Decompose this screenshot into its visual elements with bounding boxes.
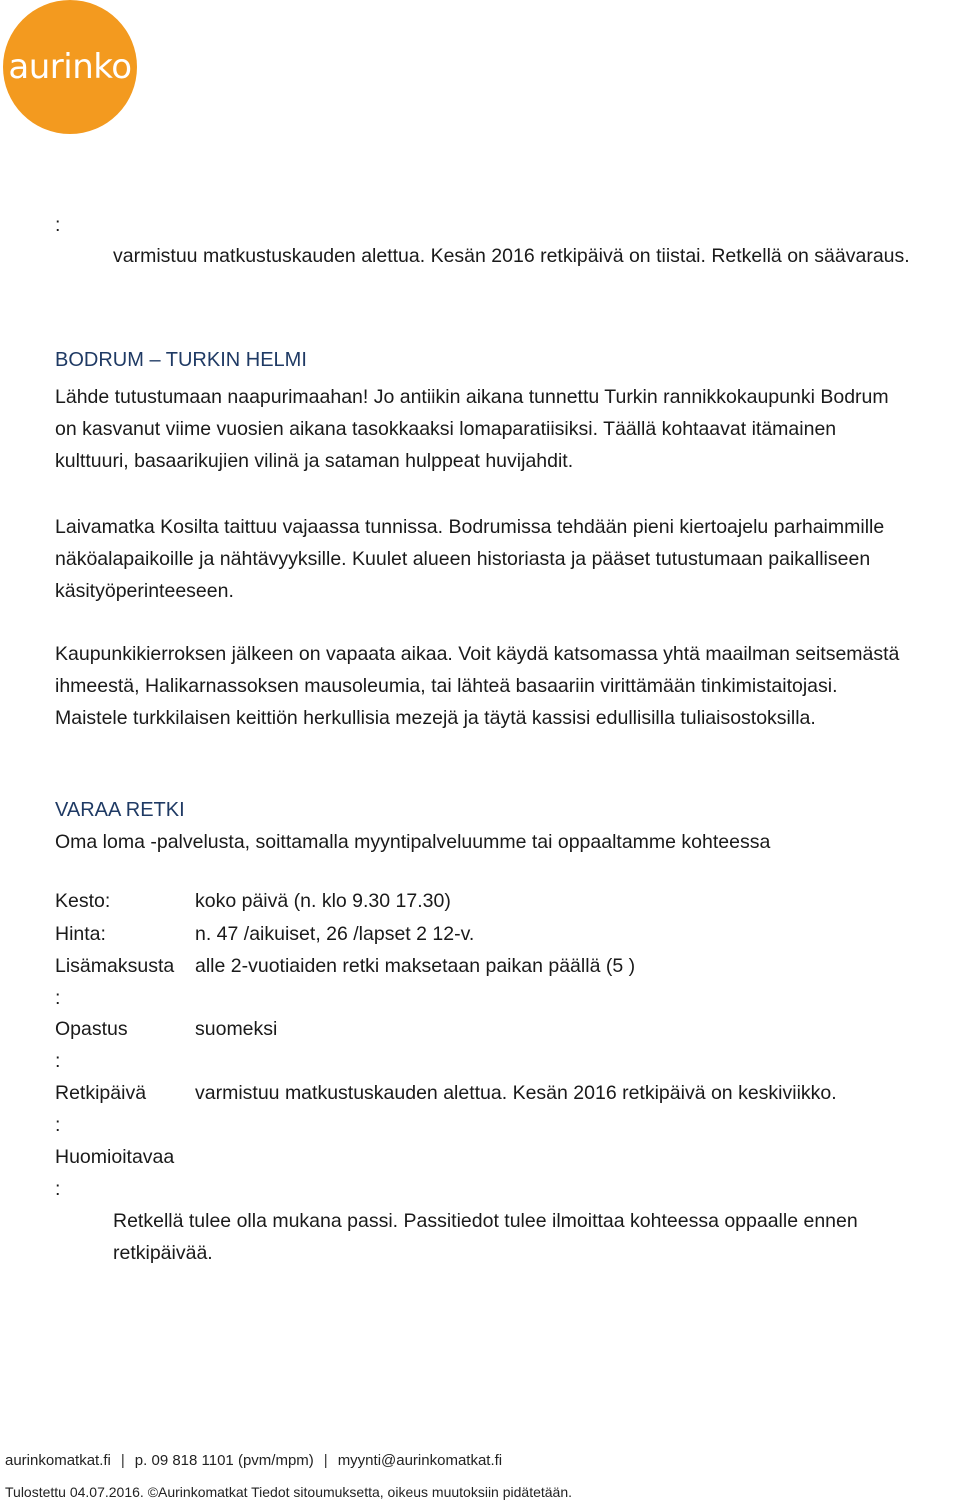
duration-value: koko päivä (n. klo 9.30 17.30): [195, 890, 451, 912]
notes-value: Retkellä tulee olla mukana passi. Passitiedot tulee ilmoittaa kohteessa oppaalle ennen retkipäivää.: [113, 1210, 858, 1264]
paragraph-free-time: Kaupunkikierroksen jälkeen on vapaata aikaa. Voit käydä katsomassa yhtä maailman seitsemästä ihmeestä, Halikarnassoksen mausoleumia, tai lähteä basaariin virittämään tinkimistaitojasi. Maistele turkkilaisen keittiön herkullisia mezejä ja täytä kassisi edullisilla tuliaisostoksilla.: [55, 643, 900, 729]
footer-separator: |: [120, 1452, 125, 1469]
tour-day-colon: :: [55, 1114, 61, 1136]
price-value: n. 47 /aikuiset, 26 /lapset 2 12-v.: [195, 923, 475, 945]
footer-website-link[interactable]: aurinkomatkat.fi: [5, 1452, 111, 1469]
tour-day-value: varmistuu matkustuskauden alettua. Kesän 2016 retkipäivä on keskiviikko.: [195, 1082, 837, 1104]
footer-contact: [5, 1451, 502, 1471]
footer-separator: |: [323, 1452, 328, 1469]
paragraph-boat-trip: Laivamatka Kosilta taittuu vajaassa tunnissa. Bodrumissa tehdään pieni kiertoajelu parhaimmille näköalapaikoille ja nähtävyyksille. Kuulet alueen historiasta ja pääset tutustumaan paikalliseen käsityöperinteeseen.: [55, 516, 885, 602]
guidance-value: suomeksi: [195, 1018, 278, 1040]
notes-colon: :: [55, 1178, 61, 1200]
top-colon: :: [55, 214, 61, 236]
price-label: Hinta:: [55, 923, 106, 945]
booking-heading: VARAA RETKI: [55, 799, 185, 821]
tour-day-label: Retkipäivä: [55, 1082, 147, 1104]
guidance-label: Opastus: [55, 1018, 128, 1040]
booking-text: Oma loma -palvelusta, soittamalla myyntipalveluumme tai oppaaltamme kohteessa: [55, 831, 771, 853]
logo-text: aurinko: [8, 47, 132, 87]
extra-fee-label: Lisämaksusta: [55, 955, 175, 977]
footer-printed-note: Tulostettu 04.07.2016. ©Aurinkomatkat Tiedot sitoumuksetta, oikeus muutoksiin pidätetään.: [5, 1484, 573, 1500]
section-heading-bodrum: BODRUM – TURKIN HELMI: [55, 349, 307, 371]
guidance-colon: :: [55, 1050, 61, 1072]
extra-fee-colon: :: [55, 987, 61, 1009]
aurinko-logo: [3, 0, 137, 134]
extra-fee-value: alle 2-vuotiaiden retki maksetaan paikan päällä (5 ): [195, 955, 636, 977]
duration-label: Kesto:: [55, 890, 111, 912]
notes-label: Huomioitavaa: [55, 1146, 175, 1168]
footer-email-link[interactable]: myynti@aurinkomatkat.fi: [337, 1452, 503, 1469]
footer-phone: p. 09 818 1101 (pvm/mpm): [134, 1452, 314, 1469]
top-paragraph: varmistuu matkustuskauden alettua. Kesän 2016 retkipäivä on tiistai. Retkellä on säävaraus.: [113, 245, 910, 267]
paragraph-intro: Lähde tutustumaan naapurimaahan! Jo antiikin aikana tunnettu Turkin rannikkokaupunki Bodrum on kasvanut viime vuosien aikana tasokkaaksi lomaparatiisiksi. Täällä kohtaavat itämainen kulttuuri, basaarikujien vilinä ja sataman hulppeat huvijahdit.: [55, 386, 889, 472]
